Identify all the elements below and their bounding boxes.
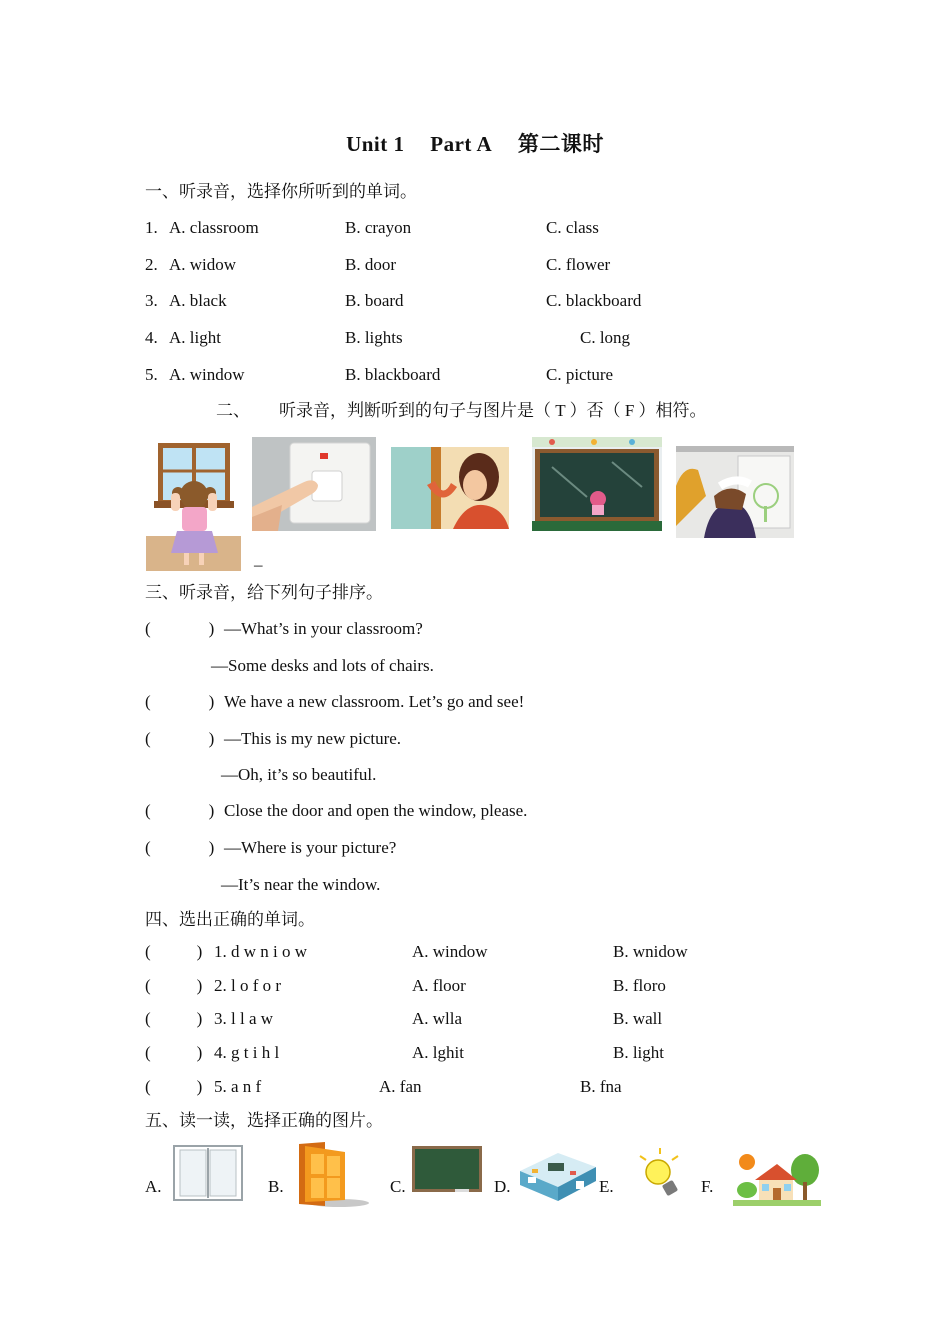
sentence-line: —What’s in your classroom? (224, 619, 423, 638)
opening-door-picture (391, 447, 509, 529)
paren-close: ) (196, 1077, 203, 1096)
scrambled-word: 5. a n f (214, 1077, 262, 1096)
q-number: 2. (145, 255, 158, 274)
answer-blank[interactable] (145, 691, 214, 713)
sentence-line: —It’s near the window. (221, 875, 381, 894)
paren-open: ( (145, 692, 151, 711)
option-a: A. wlla (412, 1009, 463, 1028)
option-label: C. (390, 1177, 406, 1196)
answer-blank[interactable] (145, 837, 214, 859)
option-a: A. lghit (412, 1043, 464, 1062)
option-a: A. window (169, 365, 245, 384)
sentence-line: —Oh, it’s so beautiful. (221, 765, 377, 784)
cleaning-picture-picture (676, 446, 794, 538)
section-2-number: 二、 (216, 401, 250, 420)
option-b: B. crayon (345, 218, 412, 237)
paren-open: ( (145, 942, 151, 961)
option-b: B. floro (613, 976, 666, 995)
paren-close: ) (208, 838, 215, 857)
option-a: A. window (412, 942, 488, 961)
answer-blank[interactable] (145, 941, 202, 963)
section-1-heading: 一、听录音，选择你所听到的单词。 (145, 182, 417, 201)
option-c: C. class (546, 218, 599, 237)
light-switch-picture (252, 437, 376, 531)
paren-open: ( (145, 838, 151, 857)
paren-close: ) (208, 619, 215, 638)
paren-open: ( (145, 1077, 151, 1096)
paren-open: ( (145, 976, 151, 995)
sentence-line: Close the door and open the window, please. (224, 801, 528, 820)
section-4-heading: 四、选出正确的单词。 (145, 910, 315, 929)
paren-close: ) (208, 692, 215, 711)
girl-at-window-picture (146, 441, 241, 571)
section-2-heading: 听录音，判断听到的句子与图片是（ T ）否（ F ）相符。 (279, 401, 707, 420)
blackboard-class-picture (532, 437, 662, 531)
option-b: B. board (345, 291, 404, 310)
q-number: 3. (145, 291, 158, 310)
scrambled-word: 2. l o f o r (214, 976, 282, 995)
option-b: B. blackboard (345, 365, 441, 384)
part-label: Part A (430, 132, 493, 156)
answer-blank[interactable] (145, 800, 214, 822)
page-title (0, 128, 950, 158)
section-3-heading: 三、听录音，给下列句子排序。 (145, 583, 383, 602)
q-number: 5. (145, 365, 158, 384)
scrambled-word: 3. l l a w (214, 1009, 274, 1028)
paren-close: ) (196, 976, 203, 995)
paren-open: ( (145, 729, 151, 748)
option-b: B. fna (580, 1077, 622, 1096)
blackboard-icon[interactable] (411, 1145, 483, 1195)
answer-blank[interactable] (145, 618, 214, 640)
option-c: C. long (580, 328, 631, 347)
option-a: A. light (169, 328, 221, 347)
answer-blank[interactable] (145, 728, 214, 750)
option-a: A. black (169, 291, 227, 310)
option-b: B. door (345, 255, 396, 274)
section-5-heading: 五、读一读，选择正确的图片。 (145, 1111, 383, 1130)
option-label: A. (145, 1177, 162, 1196)
paren-open: ( (145, 619, 151, 638)
paren-close: ) (196, 1043, 203, 1062)
option-b: B. wall (613, 1009, 663, 1028)
light-bulb-icon[interactable] (634, 1146, 686, 1202)
classroom-icon[interactable] (518, 1143, 598, 1203)
answer-blank[interactable] (145, 1076, 202, 1098)
sentence-line: We have a new classroom. Let’s go and see! (224, 692, 525, 711)
option-c: C. picture (546, 365, 614, 384)
option-a: A. widow (169, 255, 237, 274)
option-c: C. blackboard (546, 291, 642, 310)
paren-close: ) (208, 729, 215, 748)
unit-label: Unit 1 (346, 132, 405, 156)
q-number: 4. (145, 328, 158, 347)
paren-open: ( (145, 801, 151, 820)
option-label: D. (494, 1177, 511, 1196)
option-c: C. flower (546, 255, 611, 274)
option-label: B. (268, 1177, 284, 1196)
option-a: A. classroom (169, 218, 259, 237)
option-b: B. lights (345, 328, 403, 347)
paren-open: ( (145, 1043, 151, 1062)
option-label: F. (701, 1177, 714, 1196)
option-label: E. (599, 1177, 614, 1196)
q-number: 1. (145, 218, 158, 237)
option-b: B. wnidow (613, 942, 688, 961)
paren-close: ) (196, 942, 203, 961)
option-b: B. light (613, 1043, 665, 1062)
answer-blank[interactable] (145, 975, 202, 997)
scrambled-word: 1. d w n i o w (214, 942, 308, 961)
option-a: A. fan (379, 1077, 422, 1096)
door-icon[interactable] (295, 1140, 373, 1208)
sentence-line: —Where is your picture? (224, 838, 397, 857)
answer-blank[interactable] (145, 1042, 202, 1064)
lesson-label: 第二课时 (517, 132, 604, 156)
house-icon[interactable] (733, 1146, 821, 1208)
answer-blank[interactable] (145, 1008, 202, 1030)
window-icon[interactable] (170, 1144, 246, 1202)
dash-mark: – (254, 555, 263, 574)
sentence-line: —This is my new picture. (224, 729, 402, 748)
paren-open: ( (145, 1009, 151, 1028)
sentence-line: —Some desks and lots of chairs. (211, 656, 434, 675)
paren-close: ) (196, 1009, 203, 1028)
paren-close: ) (208, 801, 215, 820)
option-a: A. floor (412, 976, 466, 995)
scrambled-word: 4. g t i h l (214, 1043, 280, 1062)
